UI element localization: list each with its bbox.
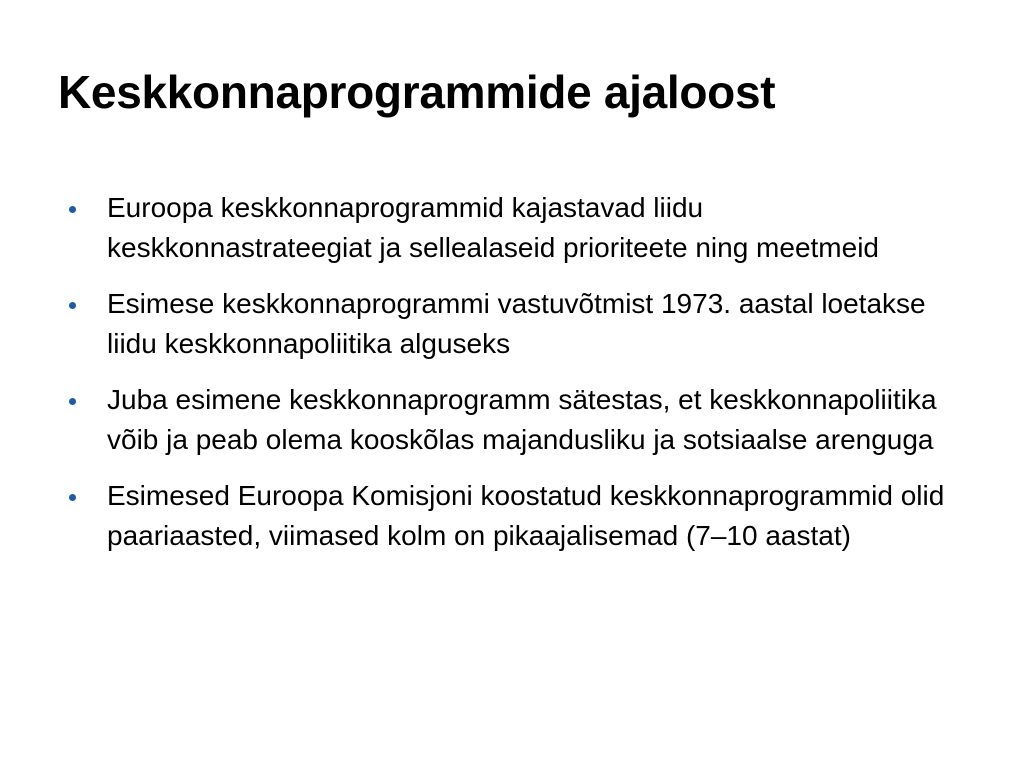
bullet-text: Esimese keskkonnaprogrammi vastuvõtmist 1973. aastal loetakse liidu keskkonnapoliitika alguseks — [107, 288, 926, 359]
bullet-dot-icon — [69, 398, 76, 405]
bullet-item — [66, 188, 966, 268]
slide-title: Keskkonnaprogrammide ajaloost — [58, 66, 776, 118]
bullet-dot-icon — [69, 494, 76, 501]
bullet-text: Esimesed Euroopa Komisjoni koostatud keskkonnaprogrammid olid paariaasted, viimased kolm on pikaajalisemad (7–10 aastat) — [107, 480, 945, 551]
bullet-item — [66, 284, 966, 364]
bullet-item — [66, 380, 966, 460]
bullet-text: Juba esimene keskkonnaprogramm sätestas, et keskkonnapoliitika võib ja peab olema kooskõlas majandusliku ja sotsiaalse arenguga — [107, 384, 937, 455]
bullet-dot-icon — [69, 206, 76, 213]
bullet-list — [66, 188, 966, 556]
bullet-item — [66, 476, 966, 556]
bullet-text: Euroopa keskkonnaprogrammid kajastavad liidu keskkonnastrateegiat ja sellealaseid prioriteete ning meetmeid — [107, 192, 879, 263]
bullet-dot-icon — [69, 302, 76, 309]
